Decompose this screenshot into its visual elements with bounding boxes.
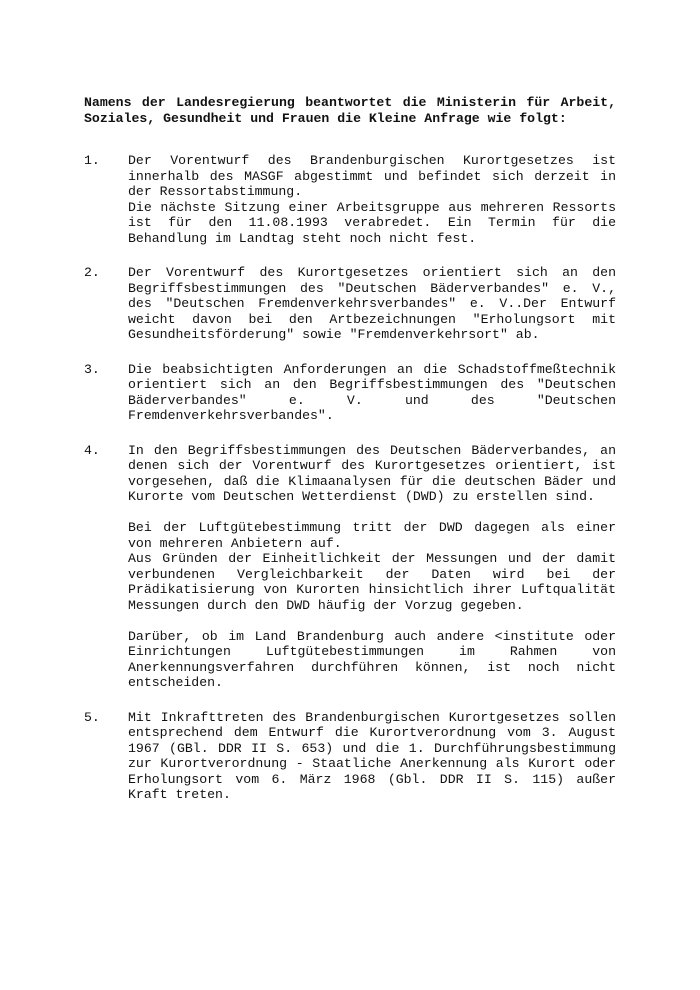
item-number: 4. (84, 442, 100, 458)
paragraph: Die nächste Sitzung einer Arbeitsgruppe aus mehreren Ressorts ist für den 11.08.1993 verabredet. Ein Termin für die Behandlung im Landtag steht noch nicht fest. (128, 199, 616, 246)
answer-item-1 (84, 153, 616, 246)
paragraph: Bei der Luftgütebestimmung tritt der DWD dagegen als einer von mehreren Anbietern auf. (128, 520, 616, 551)
answer-list (84, 153, 616, 822)
answer-item-3 (84, 362, 616, 424)
paragraph: Aus Gründen der Einheitlichkeit der Messungen und der damit verbundenen Vergleichbarkeit der Daten wird bei der Prädikatisierung von Kurorten hinsichtlich ihrer Luftqualität Messungen durch den DWD häufig der Vorzug gegeben. (128, 551, 616, 613)
paragraph: In den Begriffsbestimmungen des Deutschen Bäderverbandes, an denen sich der Vorentwurf des Kurortgesetzes orientiert, ist vorgesehen, daß die Klimaanalysen für die deutschen Bäder und Kurorte vom Deutschen Wetterdienst (DWD) zu erstellen sind. (128, 442, 616, 504)
answer-item-5 (84, 710, 616, 803)
item-number: 2. (84, 265, 100, 280)
paragraph: Der Vorentwurf des Brandenburgischen Kurortgesetzes ist innerhalb des MASGF abgestimmt und befindet sich derzeit in der Ressortabstimmung. (128, 153, 616, 199)
intro-statement: Namens der Landesregierung beantwortet die Ministerin für Arbeit, Soziales, Gesundheit und Frauen die Kleine Anfrage wie folgt: (84, 95, 616, 126)
answer-item-4 (84, 443, 616, 691)
paragraph: Mit Inkrafttreten des Brandenburgischen Kurortgesetzes sollen entsprechend dem Entwurf die Kurortverordnung vom 3. August 1967 (GBl. DDR II S. 653) und die 1. Durchführungsbestimmung zur Kurortverordnung - Staatliche Anerkennung als Kurort oder Erholungsort vom 6. März 1968 (Gbl. DDR II S. 115) außer Kraft treten. (128, 709, 616, 802)
item-body (128, 153, 616, 246)
item-number: 1. (84, 153, 100, 168)
item-body (128, 265, 616, 343)
paragraph: Der Vorentwurf des Kurortgesetzes orientiert sich an den Begriffsbestimmungen des "Deutschen Bäderverbandes" e. V., des "Deutschen Fremdenverkehrsverbandes" e. V..Der Entwurf weicht davon bei den Artbezeichnungen "Erholungsort mit Gesundheitsförderung" sowie "Fremdenverkehrsort" ab. (128, 265, 616, 342)
item-body (128, 443, 616, 691)
item-body (128, 710, 616, 803)
paragraph: Darüber, ob im Land Brandenburg auch andere <institute oder Einrichtungen Luftgütebestimmungen im Rahmen von Anerkennungsverfahren durchführen können, ist noch nicht entscheiden. (128, 628, 616, 690)
item-number: 5. (84, 709, 100, 725)
item-body (128, 362, 616, 424)
item-number: 3. (84, 361, 100, 377)
answer-item-2 (84, 265, 616, 343)
paragraph: Die beabsichtigten Anforderungen an die Schadstoffmeßtechnik orientiert sich an den Begriffsbestimmungen des "Deutschen Bäderverbandes" e. V. und des "Deutschen Fremdenverkehrsverbandes". (128, 361, 616, 423)
